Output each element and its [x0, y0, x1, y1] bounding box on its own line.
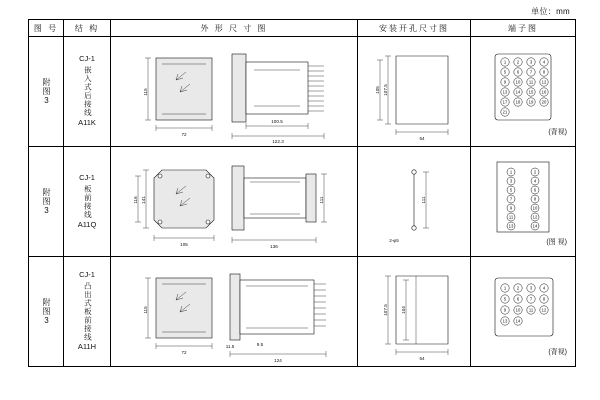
cell-outline-drawing	[111, 257, 358, 367]
structure-code-top: CJ-1	[79, 172, 95, 182]
structure-code-top: CJ-1	[79, 54, 95, 64]
cell-figure-no	[29, 37, 64, 147]
terminal-pin-label: 6	[516, 69, 520, 74]
structure-code-top: CJ-1	[79, 270, 95, 280]
table-row	[29, 257, 576, 367]
terminal-pin-label: 7	[529, 296, 533, 301]
dim-label: 104	[401, 305, 406, 314]
dim-label: 72	[181, 131, 187, 137]
terminal-caption: (背视)	[548, 128, 567, 136]
terminal-pin-label: 11	[528, 79, 534, 84]
figure-no-label: 附图3	[42, 297, 51, 326]
terminal-pin-label: 6	[533, 187, 537, 192]
dim-label: 115	[143, 87, 148, 96]
terminal-pin-label: 14	[515, 89, 521, 94]
terminal-pin-label: 9	[503, 79, 507, 84]
table-header-row	[29, 20, 576, 37]
terminal-pin-label: 1	[503, 285, 507, 290]
dim-label: 105	[180, 241, 188, 247]
outline-drawing-3	[111, 260, 357, 364]
cell-hole-drawing	[358, 147, 471, 257]
header-hole: 安装开孔尺寸图	[358, 20, 471, 37]
table-row	[29, 147, 576, 257]
terminal-pin-label: 3	[509, 178, 513, 183]
structure-code-bottom: A11H	[77, 342, 97, 352]
header-no: 图 号	[29, 20, 64, 37]
dim-label: 136	[270, 243, 278, 249]
terminal-pin-label: 10	[515, 79, 521, 84]
terminal-pin-label: 1	[509, 169, 513, 174]
terminal-pin-label: 9	[503, 307, 507, 312]
cell-structure	[64, 147, 111, 257]
terminal-diagram-3	[471, 264, 575, 360]
terminal-pin-label: 4	[533, 178, 537, 183]
dim-label: 141	[141, 195, 146, 204]
dim-label: 9.5	[256, 341, 264, 347]
dim-label: 107.5	[383, 303, 388, 316]
dim-label: 64	[419, 135, 425, 141]
structure-desc: 板前接线	[83, 184, 93, 219]
header-struct: 结 构	[64, 20, 111, 37]
dim-label: 72	[181, 349, 187, 355]
terminal-pin-label: 4	[542, 285, 546, 290]
dim-label: 105	[375, 85, 380, 94]
terminal-pin-label: 2	[533, 169, 537, 174]
table-row	[29, 37, 576, 147]
dim-label: 116	[133, 195, 138, 204]
structure-code-bottom: A11K	[78, 118, 96, 127]
terminal-pin-label: 5	[509, 187, 513, 192]
dim-label: 124	[274, 357, 282, 363]
terminal-caption: (图 视)	[546, 238, 567, 246]
terminal-pin-label: 19	[528, 99, 534, 104]
terminal-pin-label: 18	[515, 99, 521, 104]
terminal-pin-label: 5	[503, 69, 507, 74]
terminal-pin-label: 1	[503, 59, 507, 64]
terminal-pin-label: 12	[541, 79, 547, 84]
hole-drawing-3	[358, 260, 470, 364]
table-body	[29, 37, 576, 367]
structure-desc: 凸出式板前接线	[83, 281, 93, 342]
terminal-pin-label: 14	[515, 318, 521, 323]
cell-terminal-diagram	[471, 257, 576, 367]
terminal-pin-label: 8	[542, 69, 546, 74]
terminal-diagram-1	[471, 44, 575, 140]
terminal-pin-label: 12	[541, 307, 547, 312]
dim-label: 111	[421, 196, 426, 203]
terminal-pin-label: 11	[528, 307, 534, 312]
terminal-pin-label: 3	[529, 59, 533, 64]
terminal-pin-label: 8	[533, 196, 537, 201]
terminal-pin-label: 14	[532, 223, 538, 228]
terminal-pin-label: 13	[502, 318, 508, 323]
dimension-table	[28, 19, 576, 367]
cell-terminal-diagram	[471, 37, 576, 147]
terminal-pin-label: 8	[542, 296, 546, 301]
dim-label: 11.5	[225, 343, 235, 349]
dim-label: 111	[319, 196, 324, 203]
terminal-pin-label: 2	[516, 59, 520, 64]
header-outline: 外 形 尺 寸 图	[111, 20, 358, 37]
hole-drawing-2	[358, 150, 470, 254]
hole-drawing-1	[358, 40, 470, 144]
terminal-pin-label: 11	[508, 214, 514, 219]
terminal-pin-label: 17	[502, 99, 508, 104]
terminal-pin-label: 15	[528, 89, 534, 94]
cell-structure	[64, 257, 111, 367]
cell-figure-no	[29, 257, 64, 367]
figure-no-label: 附图3	[42, 77, 51, 106]
dim-label: 107.5	[383, 83, 388, 96]
terminal-pin-label: 13	[508, 223, 514, 228]
cell-hole-drawing	[358, 37, 471, 147]
terminal-pin-label: 21	[502, 109, 508, 114]
terminal-pin-label: 6	[516, 296, 520, 301]
cell-outline-drawing	[111, 37, 358, 147]
outline-drawing-2	[111, 150, 357, 254]
unit-note: 单位：mm	[531, 7, 570, 16]
cell-hole-drawing	[358, 257, 471, 367]
cell-figure-no	[29, 147, 64, 257]
outline-drawing-1	[111, 40, 357, 144]
terminal-diagram-2	[471, 154, 575, 250]
structure-code-bottom: A11Q	[77, 219, 97, 229]
terminal-pin-label: 5	[503, 296, 507, 301]
terminal-pin-label: 12	[532, 214, 538, 219]
dim-label: 122.3	[272, 138, 284, 144]
terminal-caption: (背视)	[548, 348, 567, 356]
terminal-pin-label: 7	[529, 69, 533, 74]
terminal-pin-label: 10	[532, 205, 538, 210]
header-term: 端子图	[471, 20, 576, 37]
cell-outline-drawing	[111, 147, 358, 257]
cell-structure	[64, 37, 111, 147]
terminal-pin-label: 2	[516, 285, 520, 290]
dim-label: 64	[419, 355, 425, 361]
terminal-pin-label: 3	[529, 285, 533, 290]
structure-desc: 嵌入式后接线	[83, 66, 93, 117]
cell-terminal-diagram	[471, 147, 576, 257]
dim-label: 100.5	[271, 118, 283, 124]
terminal-pin-label: 13	[502, 89, 508, 94]
terminal-pin-label: 16	[541, 89, 547, 94]
dim-label: 115	[143, 305, 148, 314]
hole-spec-label: 2-φ5	[389, 237, 399, 243]
terminal-pin-label: 7	[509, 196, 513, 201]
figure-no-label: 附图3	[42, 187, 51, 216]
terminal-pin-label: 20	[541, 99, 547, 104]
table-head	[29, 20, 576, 37]
terminal-pin-label: 4	[542, 59, 546, 64]
terminal-pin-label: 10	[515, 307, 521, 312]
terminal-pin-label: 9	[509, 205, 513, 210]
